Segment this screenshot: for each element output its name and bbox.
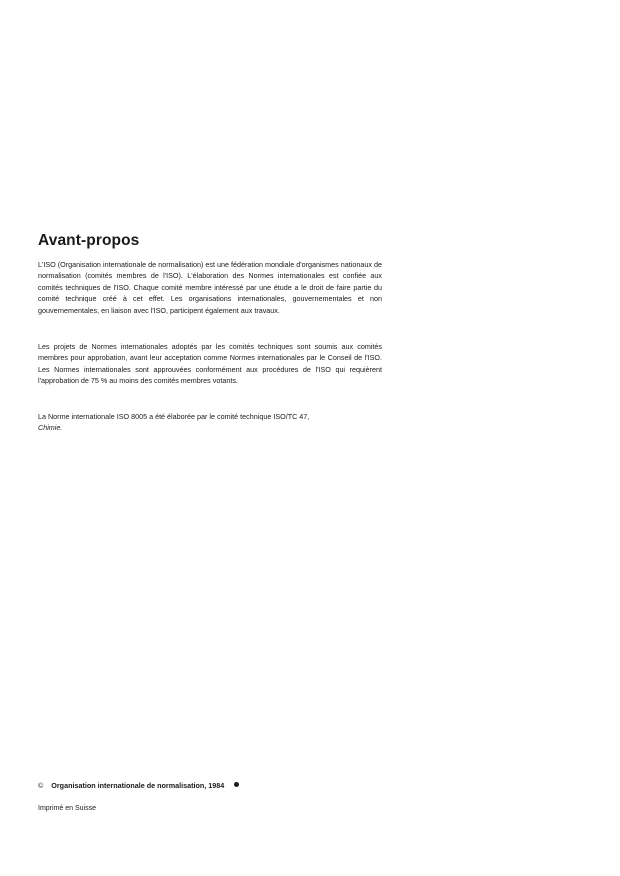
page-title: Avant-propos: [38, 232, 140, 249]
bullet-icon: [234, 782, 239, 787]
committee-statement: La Norme internationale ISO 8005 a été élaborée par le comité technique ISO/TC 47,: [38, 412, 310, 421]
foreword-paragraph-1: L'ISO (Organisation internationale de normalisation) est une fédération mondiale d'organismes nationaux de normalisation (comités membres de l'ISO). L'élaboration des Normes internationales est confiée aux comités techniques de l'ISO. Chaque comité membre intéressé par une étude a le droit de faire partie du comité technique créé à cet effet. Les organisations internationales, gouvernementales et non gouvernementales, en liaison avec l'ISO, participent également aux travaux.: [38, 260, 382, 315]
foreword-paragraph-2: Les projets de Normes internationales adoptés par les comités techniques sont soumis aux comités membres pour approbation, avant leur acceptation comme Normes internationales par le Conseil de l'ISO. Les Normes internationales sont approuvées conformément aux procédures de l'ISO qui requièrent l'approbation de 75 % au moins des comités membres votants.: [38, 342, 382, 386]
copyright-line: [38, 781, 239, 790]
printed-in-text: Imprimé en Suisse: [38, 805, 96, 812]
copyright-organisation: Organisation internationale de normalisation, 1984: [51, 781, 225, 790]
committee-name: Chimie.: [38, 423, 63, 433]
foreword-paragraph-3: [38, 411, 382, 434]
copyright-icon: ©: [38, 781, 44, 790]
